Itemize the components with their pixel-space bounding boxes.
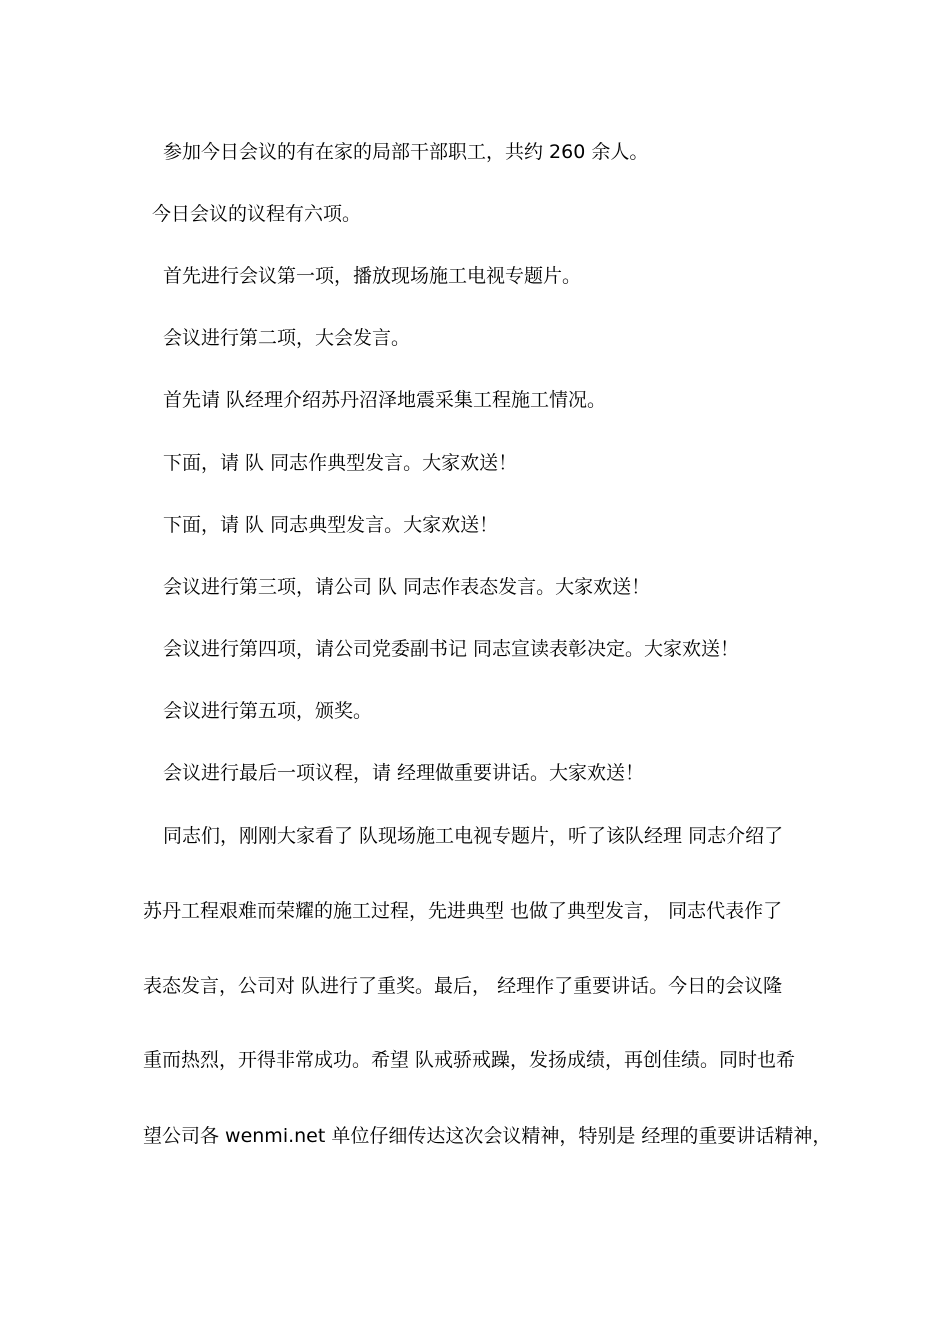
paragraph-speaker-2: 下面，请 队 同志作典型发言。大家欢送！ [163, 452, 518, 474]
summary-line-5: 望公司各 wenmi.net 单位仔细传达这次会议精神，特别是 经理的重要讲话精神， [143, 1125, 832, 1147]
paragraph-item-4: 会议进行第四项，请公司党委副书记 同志宣读表彰决定。大家欢送！ [163, 638, 740, 660]
paragraph-agenda-count: 今日会议的议程有六项。 [152, 203, 362, 225]
paragraph-item-6: 会议进行最后一项议程，请 经理做重要讲话。大家欢送！ [163, 762, 645, 784]
summary-line-4: 重而热烈，开得非常成功。希望 队戒骄戒躁，发扬成绩，再创佳绩。同时也希 [143, 1049, 796, 1071]
summary-line-3: 表态发言，公司对 队进行了重奖。最后， 经理作了重要讲话。今日的会议隆 [143, 975, 783, 997]
paragraph-attendance: 参加今日会议的有在家的局部干部职工，共约 260 余人。 [163, 141, 649, 163]
paragraph-speaker-1: 首先请 队经理介绍苏丹沼泽地震采集工程施工情况。 [163, 389, 607, 411]
paragraph-item-3: 会议进行第三项，请公司 队 同志作表态发言。大家欢送！ [163, 576, 651, 598]
paragraph-item-2: 会议进行第二项，大会发言。 [163, 327, 411, 349]
summary-line-1: 同志们，刚刚大家看了 队现场施工电视专题片，听了该队经理 同志介绍了 [163, 825, 784, 847]
paragraph-item-1: 首先进行会议第一项，播放现场施工电视专题片。 [163, 265, 582, 287]
paragraph-speaker-3: 下面，请 队 同志典型发言。大家欢送！ [163, 514, 499, 536]
summary-line-2: 苏丹工程艰难而荣耀的施工过程，先进典型 也做了典型发言， 同志代表作了 [143, 900, 783, 922]
paragraph-item-5: 会议进行第五项，颁奖。 [163, 700, 373, 722]
